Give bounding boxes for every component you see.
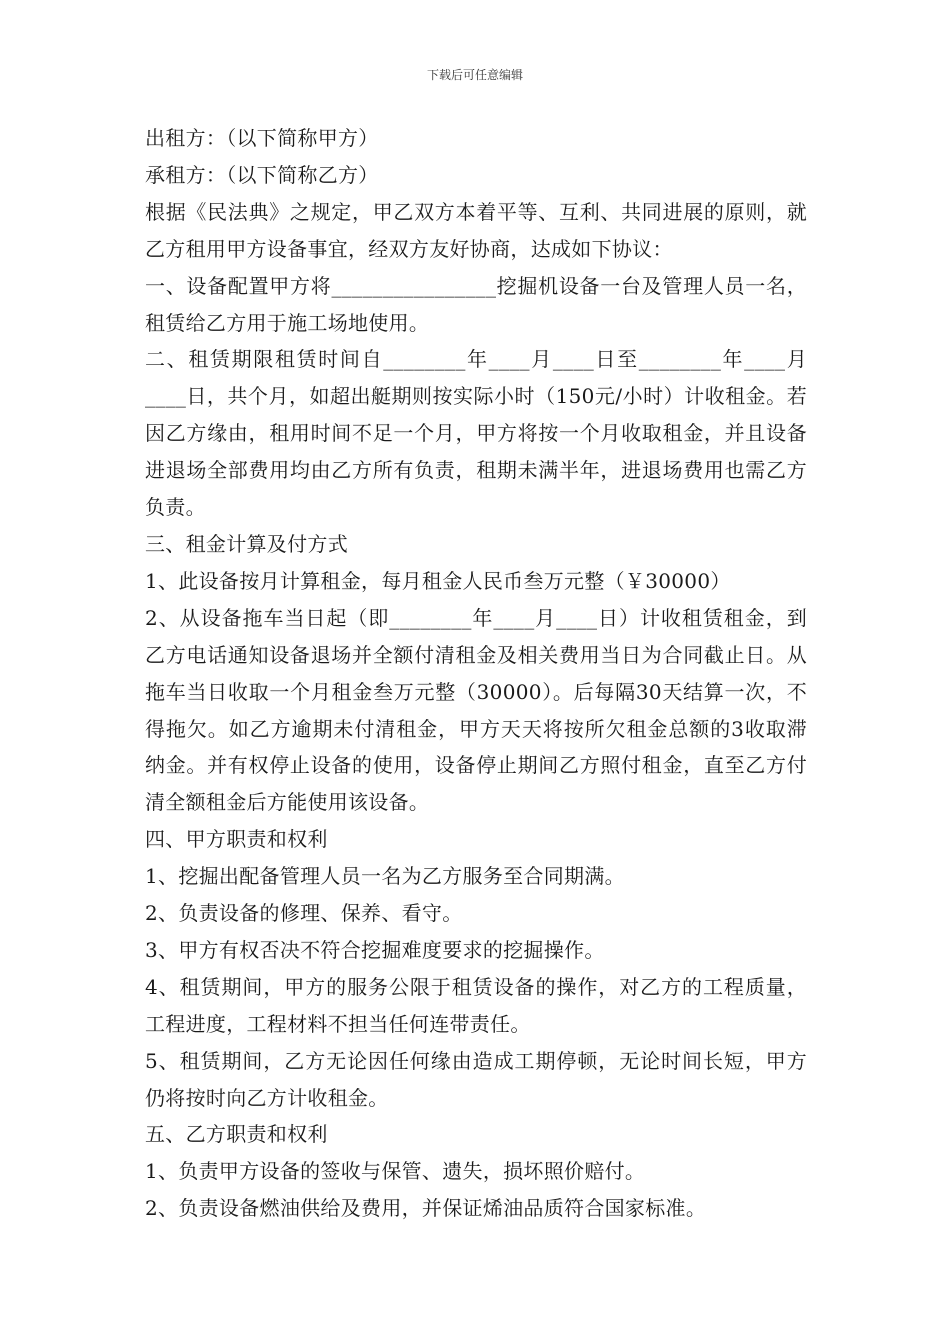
section-3-heading: 三、租金计算及付方式 bbox=[145, 531, 348, 556]
clause-5-2: 2、负责设备燃油供给及费用，并保证烯油品质符合国家标准。 bbox=[145, 1196, 707, 1221]
section-4-heading: 四、甲方职责和权利 bbox=[145, 827, 328, 852]
section-5-heading: 五、乙方职责和权利 bbox=[145, 1122, 328, 1147]
clause-4-3: 3、甲方有权否决不符合挖掘难度要求的挖掘操作。 bbox=[145, 937, 605, 962]
clause-4-1: 1、挖掘出配备管理人员一名为乙方服务至合同期满。 bbox=[145, 864, 625, 889]
clause-1-equipment: 一、设备配置甲方将________________挖掘机设备一台及管理人员一名，租赁给乙方用于施工场地使用。 bbox=[145, 273, 807, 335]
clause-2-lease-term: 二、租赁期限租赁时间自________年____月____日至________年____月____日，共个月，如超出艇期则按实际小时（150元/小时）计收租金。若因乙方缘由，租用时间不足一个月，甲方将按一个月收取租金，并且设备进退场全部费用均由乙方所有负责，租期未满半年，进退场费用也需乙方负责。 bbox=[145, 347, 807, 520]
contract-body bbox=[145, 120, 807, 1227]
clause-3-1: 1、此设备按月计算租金，每月租金人民币叁万元整（￥30000） bbox=[145, 568, 731, 593]
clause-3-2: 2、从设备拖车当日起（即________年____月____日）计收租赁租金，到乙方电话通知设备退场并全额付清租金及相关费用当日为合同截止日。从拖车当日收取一个月租金叁万元整（30000）。后每隔30天结算一次，不得拖欠。如乙方逾期未付清租金，甲方天天将按所欠租金总额的3收取滞纳金。并有权停止设备的使用，设备停止期间乙方照付租金，直至乙方付清全额租金后方能使用该设备。 bbox=[145, 605, 807, 815]
page-header: 下载后可任意编辑 bbox=[426, 68, 523, 82]
party-lessor-line: 出租方：（以下简称甲方） bbox=[145, 126, 379, 150]
party-lessee-line: 承租方：（以下简称乙方） bbox=[145, 162, 379, 187]
clause-4-5: 5、租赁期间，乙方无论因任何缘由造成工期停顿，无论时间长短，甲方仍将按时向乙方计收租金。 bbox=[145, 1048, 807, 1110]
clause-4-2: 2、负责设备的修理、保养、看守。 bbox=[145, 901, 463, 926]
preamble-paragraph: 根据《民法典》之规定，甲乙双方本着平等、互利、共同进展的原则，就乙方租用甲方设备事宜，经双方友好协商，达成如下协议： bbox=[145, 199, 807, 261]
clause-4-4: 4、租赁期间，甲方的服务公限于租赁设备的操作，对乙方的工程质量，工程进度，工程材料不担当任何连带责任。 bbox=[145, 974, 807, 1036]
clause-5-1: 1、负责甲方设备的签收与保管、遗失，损坏照价赔付。 bbox=[145, 1159, 646, 1184]
